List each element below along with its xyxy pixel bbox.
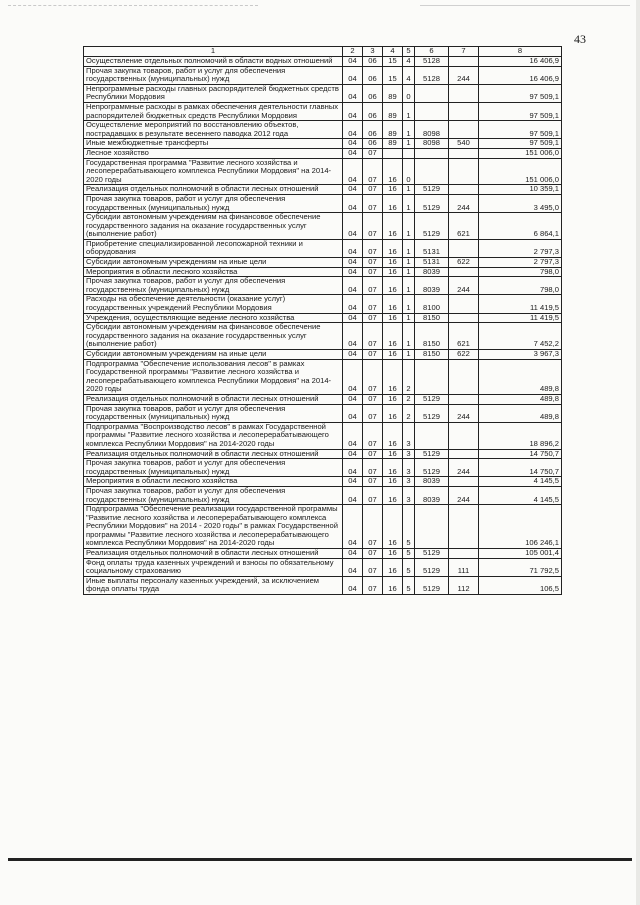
row-subprogram-cell: 5 (403, 549, 415, 559)
table-row (84, 194, 562, 212)
row-target-code-cell: 5129 (415, 558, 449, 576)
row-name-cell: Приобретение специализированной лесопожарной техники и оборудования (84, 239, 343, 257)
row-subprogram-cell: 3 (403, 486, 415, 504)
row-name-cell: Прочая закупка товаров, работ и услуг для обеспечения государственных (муниципальных) нужд (84, 486, 343, 504)
row-subsection-cell: 07 (363, 505, 383, 549)
row-subprogram-cell: 5 (403, 505, 415, 549)
row-amount-cell: 105 001,4 (479, 549, 562, 559)
row-subprogram-cell: 3 (403, 459, 415, 477)
row-target-code-cell: 5129 (415, 394, 449, 404)
row-program-cell: 16 (383, 394, 403, 404)
row-expense-type-cell: 622 (449, 350, 479, 360)
row-expense-type-cell (449, 394, 479, 404)
row-subsection-cell: 07 (363, 158, 383, 185)
row-section-cell: 04 (343, 477, 363, 487)
row-subprogram-cell: 3 (403, 477, 415, 487)
row-expense-type-cell (449, 57, 479, 67)
table-row (84, 505, 562, 549)
row-amount-cell: 71 792,5 (479, 558, 562, 576)
row-section-cell: 04 (343, 394, 363, 404)
row-amount-cell: 97 509,1 (479, 102, 562, 120)
row-amount-cell: 3 495,0 (479, 194, 562, 212)
table-row (84, 158, 562, 185)
table-row (84, 404, 562, 422)
row-section-cell: 04 (343, 313, 363, 323)
table-row (84, 84, 562, 102)
top-scan-line (8, 5, 258, 6)
row-section-cell: 04 (343, 194, 363, 212)
header-col-7: 7 (449, 47, 479, 57)
row-program-cell: 16 (383, 404, 403, 422)
row-expense-type-cell: 112 (449, 576, 479, 594)
row-subprogram-cell: 2 (403, 394, 415, 404)
row-subsection-cell: 06 (363, 57, 383, 67)
row-subsection-cell: 07 (363, 185, 383, 195)
row-name-cell: Прочая закупка товаров, работ и услуг для обеспечения государственных (муниципальных) нужд (84, 404, 343, 422)
row-program-cell: 16 (383, 194, 403, 212)
row-amount-cell: 4 145,5 (479, 477, 562, 487)
row-subsection-cell: 06 (363, 66, 383, 84)
row-name-cell: Подпрограмма "Воспроизводство лесов" в рамках Государственной программы "Развитие лесного хозяйства и лесоперерабатывающего комплекса Республики Мордовия" на 2014-2020 годы (84, 422, 343, 449)
row-amount-cell: 106,5 (479, 576, 562, 594)
row-target-code-cell: 5129 (415, 549, 449, 559)
row-subprogram-cell: 1 (403, 121, 415, 139)
row-expense-type-cell (449, 313, 479, 323)
row-expense-type-cell (449, 295, 479, 313)
row-subprogram-cell: 1 (403, 295, 415, 313)
row-section-cell: 04 (343, 323, 363, 350)
table-row (84, 139, 562, 149)
row-amount-cell: 11 419,5 (479, 295, 562, 313)
row-target-code-cell: 5131 (415, 258, 449, 268)
table-row (84, 277, 562, 295)
row-amount-cell: 3 967,3 (479, 350, 562, 360)
row-amount-cell: 14 750,7 (479, 449, 562, 459)
row-expense-type-cell: 244 (449, 459, 479, 477)
row-name-cell: Осуществление отдельных полномочий в области водных отношений (84, 57, 343, 67)
row-expense-type-cell: 540 (449, 139, 479, 149)
row-expense-type-cell (449, 239, 479, 257)
table-row (84, 148, 562, 158)
row-subprogram-cell: 2 (403, 359, 415, 394)
row-subsection-cell: 07 (363, 277, 383, 295)
table-row (84, 449, 562, 459)
row-subprogram-cell: 5 (403, 558, 415, 576)
row-expense-type-cell: 244 (449, 194, 479, 212)
row-section-cell: 04 (343, 505, 363, 549)
row-subprogram-cell: 3 (403, 422, 415, 449)
row-name-cell: Иные выплаты персоналу казенных учреждений, за исключением фонда оплаты труда (84, 576, 343, 594)
row-program-cell: 16 (383, 239, 403, 257)
row-section-cell: 04 (343, 66, 363, 84)
row-subprogram-cell: 4 (403, 57, 415, 67)
row-amount-cell: 14 750,7 (479, 459, 562, 477)
page-edge-shadow (636, 0, 640, 905)
row-program-cell: 16 (383, 576, 403, 594)
row-target-code-cell: 5129 (415, 194, 449, 212)
row-section-cell: 04 (343, 350, 363, 360)
row-name-cell: Субсидии автономным учреждениям на финансовое обеспечение государственного задания на оказание государственных услуг (выполнение работ) (84, 213, 343, 240)
row-target-code-cell: 8150 (415, 313, 449, 323)
row-section-cell: 04 (343, 267, 363, 277)
row-expense-type-cell: 244 (449, 486, 479, 504)
row-program-cell: 16 (383, 477, 403, 487)
table-row (84, 549, 562, 559)
row-program-cell: 16 (383, 350, 403, 360)
row-subprogram-cell: 1 (403, 323, 415, 350)
row-subsection-cell: 06 (363, 102, 383, 120)
row-section-cell: 04 (343, 486, 363, 504)
row-name-cell: Учреждения, осуществляющие ведение лесного хозяйства (84, 313, 343, 323)
row-target-code-cell (415, 102, 449, 120)
row-subprogram-cell (403, 148, 415, 158)
header-col-8: 8 (479, 47, 562, 57)
header-col-3: 3 (363, 47, 383, 57)
row-subprogram-cell: 1 (403, 350, 415, 360)
row-name-cell: Реализация отдельных полномочий в области лесных отношений (84, 549, 343, 559)
row-subsection-cell: 07 (363, 486, 383, 504)
row-amount-cell: 798,0 (479, 277, 562, 295)
table-row (84, 422, 562, 449)
row-subsection-cell: 06 (363, 84, 383, 102)
row-expense-type-cell (449, 102, 479, 120)
row-section-cell: 04 (343, 57, 363, 67)
row-program-cell: 16 (383, 295, 403, 313)
page-number: 43 (574, 32, 586, 46)
row-target-code-cell (415, 158, 449, 185)
table-row (84, 323, 562, 350)
row-section-cell: 04 (343, 239, 363, 257)
row-expense-type-cell (449, 148, 479, 158)
row-name-cell: Лесное хозяйство (84, 148, 343, 158)
row-target-code-cell: 5128 (415, 57, 449, 67)
row-subprogram-cell: 2 (403, 404, 415, 422)
row-subsection-cell: 07 (363, 576, 383, 594)
row-expense-type-cell: 244 (449, 404, 479, 422)
row-subsection-cell: 06 (363, 139, 383, 149)
row-program-cell: 16 (383, 558, 403, 576)
row-name-cell: Подпрограмма "Обеспечение использования лесов" в рамках Государственной программы "Развитие лесного хозяйства и лесоперерабатывающего комплекса Республики Мордовия" на 2014-2020 годы (84, 359, 343, 394)
row-name-cell: Реализация отдельных полномочий в области лесных отношений (84, 394, 343, 404)
row-amount-cell: 7 452,2 (479, 323, 562, 350)
row-target-code-cell: 5129 (415, 213, 449, 240)
row-name-cell: Осуществление мероприятий по восстановлению объектов, пострадавших в результате весеннего паводка 2012 года (84, 121, 343, 139)
row-name-cell: Субсидии автономным учреждениям на финансовое обеспечение государственного задания на оказание государственных услуг (выполнение работ) (84, 323, 343, 350)
budget-table (83, 46, 562, 595)
row-subsection-cell: 07 (363, 313, 383, 323)
table-header-row (84, 47, 562, 57)
row-amount-cell: 97 509,1 (479, 84, 562, 102)
row-subsection-cell: 07 (363, 239, 383, 257)
row-expense-type-cell: 244 (449, 277, 479, 295)
row-section-cell: 04 (343, 277, 363, 295)
row-name-cell: Мероприятия в области лесного хозяйства (84, 267, 343, 277)
table-row (84, 295, 562, 313)
row-amount-cell: 2 797,3 (479, 239, 562, 257)
table-row (84, 213, 562, 240)
bottom-scan-bar (8, 858, 632, 861)
row-program-cell: 16 (383, 549, 403, 559)
row-target-code-cell: 8039 (415, 267, 449, 277)
table-body (84, 57, 562, 595)
row-program-cell: 89 (383, 84, 403, 102)
header-col-6: 6 (415, 47, 449, 57)
row-name-cell: Прочая закупка товаров, работ и услуг для обеспечения государственных (муниципальных) нужд (84, 277, 343, 295)
header-col-4: 4 (383, 47, 403, 57)
row-subsection-cell: 07 (363, 194, 383, 212)
row-program-cell: 89 (383, 139, 403, 149)
row-target-code-cell (415, 84, 449, 102)
row-expense-type-cell (449, 549, 479, 559)
row-expense-type-cell (449, 422, 479, 449)
row-amount-cell: 97 509,1 (479, 121, 562, 139)
row-program-cell: 16 (383, 313, 403, 323)
row-section-cell: 04 (343, 576, 363, 594)
row-subprogram-cell: 1 (403, 185, 415, 195)
row-target-code-cell: 8039 (415, 277, 449, 295)
row-subprogram-cell: 1 (403, 258, 415, 268)
row-subprogram-cell: 1 (403, 267, 415, 277)
row-section-cell: 04 (343, 102, 363, 120)
row-amount-cell: 11 419,5 (479, 313, 562, 323)
table-row (84, 102, 562, 120)
row-expense-type-cell: 111 (449, 558, 479, 576)
row-target-code-cell: 5129 (415, 404, 449, 422)
row-amount-cell: 151 006,0 (479, 158, 562, 185)
row-target-code-cell: 5129 (415, 449, 449, 459)
row-expense-type-cell: 621 (449, 323, 479, 350)
row-program-cell: 16 (383, 449, 403, 459)
row-section-cell: 04 (343, 148, 363, 158)
row-section-cell: 04 (343, 84, 363, 102)
row-subprogram-cell: 1 (403, 102, 415, 120)
table-row (84, 350, 562, 360)
row-subsection-cell: 07 (363, 549, 383, 559)
row-target-code-cell (415, 505, 449, 549)
row-subsection-cell: 07 (363, 422, 383, 449)
row-subsection-cell: 07 (363, 477, 383, 487)
row-section-cell: 04 (343, 121, 363, 139)
row-subsection-cell: 07 (363, 359, 383, 394)
table-row (84, 258, 562, 268)
row-expense-type-cell (449, 477, 479, 487)
row-subsection-cell: 07 (363, 295, 383, 313)
row-subprogram-cell: 0 (403, 158, 415, 185)
row-section-cell: 04 (343, 549, 363, 559)
row-target-code-cell (415, 359, 449, 394)
row-program-cell: 89 (383, 121, 403, 139)
row-section-cell: 04 (343, 158, 363, 185)
row-subsection-cell: 07 (363, 558, 383, 576)
row-target-code-cell: 5131 (415, 239, 449, 257)
row-subsection-cell: 07 (363, 323, 383, 350)
row-subsection-cell: 07 (363, 258, 383, 268)
row-program-cell: 16 (383, 185, 403, 195)
row-name-cell: Мероприятия в области лесного хозяйства (84, 477, 343, 487)
row-amount-cell: 4 145,5 (479, 486, 562, 504)
row-name-cell: Расходы на обеспечение деятельности (оказание услуг) государственных учреждений Республики Мордовия (84, 295, 343, 313)
row-section-cell: 04 (343, 139, 363, 149)
row-subsection-cell: 07 (363, 459, 383, 477)
row-subsection-cell: 07 (363, 449, 383, 459)
row-program-cell: 16 (383, 213, 403, 240)
row-program-cell: 16 (383, 277, 403, 295)
row-expense-type-cell (449, 449, 479, 459)
row-section-cell: 04 (343, 422, 363, 449)
row-program-cell: 16 (383, 323, 403, 350)
row-program-cell: 15 (383, 57, 403, 67)
row-target-code-cell: 8098 (415, 121, 449, 139)
row-section-cell: 04 (343, 185, 363, 195)
row-amount-cell: 6 864,1 (479, 213, 562, 240)
row-target-code-cell: 8039 (415, 486, 449, 504)
table-row (84, 185, 562, 195)
row-subprogram-cell: 4 (403, 66, 415, 84)
row-expense-type-cell: 622 (449, 258, 479, 268)
row-expense-type-cell (449, 505, 479, 549)
row-subsection-cell: 07 (363, 267, 383, 277)
table-row (84, 239, 562, 257)
row-program-cell (383, 148, 403, 158)
row-name-cell: Непрограммные расходы главных распорядителей бюджетных средств Республики Мордовия (84, 84, 343, 102)
table-row (84, 267, 562, 277)
row-subprogram-cell: 1 (403, 194, 415, 212)
row-target-code-cell: 5129 (415, 185, 449, 195)
table-row (84, 558, 562, 576)
row-target-code-cell (415, 422, 449, 449)
row-subprogram-cell: 1 (403, 139, 415, 149)
row-expense-type-cell: 244 (449, 66, 479, 84)
row-section-cell: 04 (343, 404, 363, 422)
row-subsection-cell: 07 (363, 213, 383, 240)
row-subprogram-cell: 5 (403, 576, 415, 594)
row-expense-type-cell (449, 267, 479, 277)
row-program-cell: 16 (383, 359, 403, 394)
header-col-1: 1 (84, 47, 343, 57)
row-program-cell: 15 (383, 66, 403, 84)
row-amount-cell: 16 406,9 (479, 66, 562, 84)
row-name-cell: Иные межбюджетные трансферты (84, 139, 343, 149)
table-row (84, 477, 562, 487)
row-name-cell: Субсидии автономным учреждениям на иные цели (84, 258, 343, 268)
row-name-cell: Реализация отдельных полномочий в области лесных отношений (84, 449, 343, 459)
row-name-cell: Прочая закупка товаров, работ и услуг для обеспечения государственных (муниципальных) нужд (84, 66, 343, 84)
row-program-cell: 16 (383, 459, 403, 477)
row-subsection-cell: 06 (363, 121, 383, 139)
row-subprogram-cell: 1 (403, 277, 415, 295)
row-subsection-cell: 07 (363, 148, 383, 158)
row-program-cell: 16 (383, 505, 403, 549)
row-subprogram-cell: 0 (403, 84, 415, 102)
row-target-code-cell: 8098 (415, 139, 449, 149)
table-row (84, 576, 562, 594)
row-target-code-cell: 5129 (415, 459, 449, 477)
row-amount-cell: 489,8 (479, 359, 562, 394)
row-target-code-cell: 8100 (415, 295, 449, 313)
row-expense-type-cell (449, 84, 479, 102)
row-expense-type-cell (449, 121, 479, 139)
row-amount-cell: 151 006,0 (479, 148, 562, 158)
row-expense-type-cell (449, 158, 479, 185)
row-target-code-cell: 8039 (415, 477, 449, 487)
row-subprogram-cell: 1 (403, 213, 415, 240)
table-row (84, 57, 562, 67)
row-subsection-cell: 07 (363, 394, 383, 404)
row-amount-cell: 489,8 (479, 394, 562, 404)
table-row (84, 66, 562, 84)
row-amount-cell: 97 509,1 (479, 139, 562, 149)
row-target-code-cell: 8150 (415, 323, 449, 350)
row-expense-type-cell (449, 359, 479, 394)
row-section-cell: 04 (343, 359, 363, 394)
table-row (84, 394, 562, 404)
row-section-cell: 04 (343, 295, 363, 313)
row-section-cell: 04 (343, 213, 363, 240)
row-amount-cell: 106 246,1 (479, 505, 562, 549)
row-program-cell: 16 (383, 158, 403, 185)
row-name-cell: Прочая закупка товаров, работ и услуг для обеспечения государственных (муниципальных) нужд (84, 459, 343, 477)
row-name-cell: Непрограммные расходы в рамках обеспечения деятельности главных распорядителей бюджетных средств Республики Мордовия (84, 102, 343, 120)
row-subsection-cell: 07 (363, 404, 383, 422)
row-amount-cell: 2 797,3 (479, 258, 562, 268)
row-subprogram-cell: 1 (403, 239, 415, 257)
row-name-cell: Реализация отдельных полномочий в области лесных отношений (84, 185, 343, 195)
row-amount-cell: 798,0 (479, 267, 562, 277)
row-subprogram-cell: 3 (403, 449, 415, 459)
row-name-cell: Прочая закупка товаров, работ и услуг для обеспечения государственных (муниципальных) нужд (84, 194, 343, 212)
row-section-cell: 04 (343, 558, 363, 576)
row-amount-cell: 10 359,1 (479, 185, 562, 195)
header-col-5: 5 (403, 47, 415, 57)
row-subsection-cell: 07 (363, 350, 383, 360)
row-amount-cell: 489,8 (479, 404, 562, 422)
row-expense-type-cell (449, 185, 479, 195)
table-row (84, 313, 562, 323)
row-program-cell: 16 (383, 422, 403, 449)
table-row (84, 459, 562, 477)
row-program-cell: 89 (383, 102, 403, 120)
row-subprogram-cell: 1 (403, 313, 415, 323)
table-row (84, 359, 562, 394)
row-name-cell: Субсидии автономным учреждениям на иные цели (84, 350, 343, 360)
row-expense-type-cell: 621 (449, 213, 479, 240)
row-program-cell: 16 (383, 258, 403, 268)
row-target-code-cell: 8150 (415, 350, 449, 360)
row-target-code-cell: 5128 (415, 66, 449, 84)
row-name-cell: Фонд оплаты труда казенных учреждений и взносы по обязательному социальному страхованию (84, 558, 343, 576)
row-section-cell: 04 (343, 459, 363, 477)
row-program-cell: 16 (383, 486, 403, 504)
row-name-cell: Подпрограмма "Обеспечение реализации государственной программы "Развитие лесного хозяйства и лесоперерабатывающего комплекса Республики Мордовия" на 2014 - 2020 годы" в рамках Государственной программы "Развитие лесного хозяйства и лесоперерабатывающего комплекса Республики Мордовия" на 2014-2020 годы (84, 505, 343, 549)
table-row (84, 486, 562, 504)
row-section-cell: 04 (343, 449, 363, 459)
row-name-cell: Государственная программа "Развитие лесного хозяйства и лесоперерабатывающего комплекса Республики Мордовия" на 2014-2020 годы (84, 158, 343, 185)
row-target-code-cell (415, 148, 449, 158)
top-scan-line-right (420, 5, 630, 6)
row-section-cell: 04 (343, 258, 363, 268)
row-amount-cell: 18 896,2 (479, 422, 562, 449)
row-amount-cell: 16 406,9 (479, 57, 562, 67)
table-row (84, 121, 562, 139)
row-target-code-cell: 5129 (415, 576, 449, 594)
header-col-2: 2 (343, 47, 363, 57)
row-program-cell: 16 (383, 267, 403, 277)
